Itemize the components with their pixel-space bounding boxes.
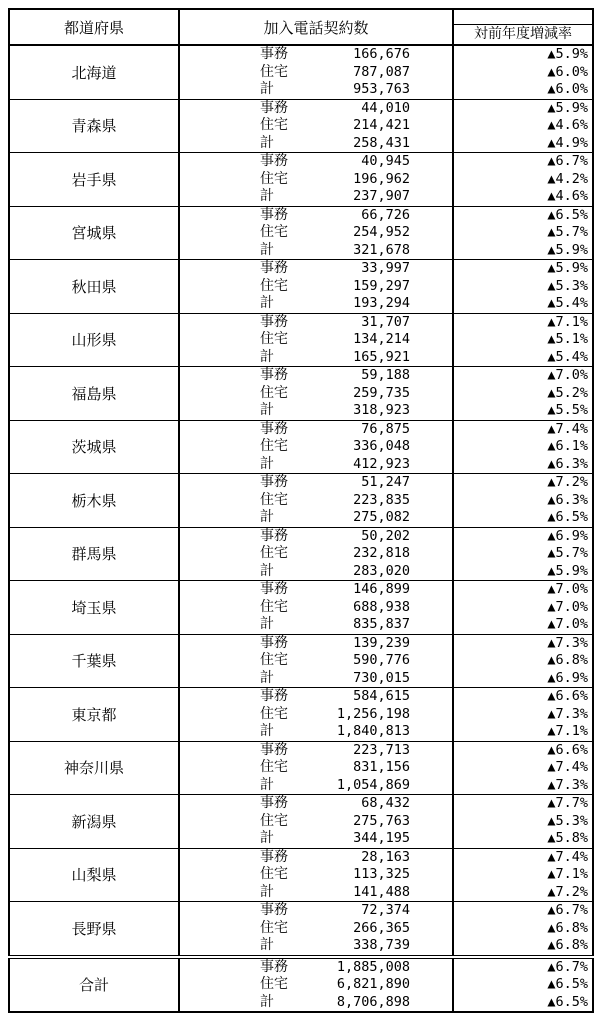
office-line: [180, 635, 452, 653]
rate-cell: [453, 153, 593, 207]
office-line: [180, 902, 452, 920]
rate-office: ▲7.2%: [547, 474, 588, 490]
rate-home: ▲5.7%: [547, 224, 588, 240]
rate-home: ▲6.5%: [547, 976, 588, 992]
home-line: [180, 385, 452, 403]
rate-cell: [453, 902, 593, 957]
home-line: [180, 920, 452, 938]
label-home: 住宅: [260, 331, 288, 347]
total-line: [180, 509, 452, 527]
label-total: 計: [260, 81, 274, 97]
value-office: 72,374: [361, 902, 410, 918]
table-row: [9, 99, 593, 153]
rate-cell: [453, 367, 593, 421]
office-line: [180, 153, 452, 171]
value-total: 237,907: [353, 188, 410, 204]
office-line: [180, 849, 452, 867]
rate-office: ▲6.9%: [547, 527, 588, 544]
office-line: [180, 100, 452, 118]
rate-total: ▲5.4%: [547, 348, 588, 365]
label-home: 住宅: [260, 759, 288, 775]
rate-home: ▲5.3%: [547, 812, 588, 829]
rate-cell: [453, 313, 593, 367]
rate-total: ▲6.8%: [547, 937, 588, 953]
label-total: 計: [260, 937, 274, 953]
total-line: [180, 670, 452, 688]
rate-home: ▲4.2%: [547, 170, 588, 187]
contracts-cell: [179, 45, 453, 99]
rate-total: ▲4.9%: [547, 134, 588, 151]
value-office: 44,010: [361, 99, 410, 116]
rate-home: ▲5.3%: [547, 277, 588, 294]
value-total: 1,054,869: [336, 776, 410, 793]
table-row: [9, 741, 593, 795]
rate-total: ▲5.5%: [547, 402, 588, 418]
label-home: 住宅: [260, 545, 288, 561]
rate-cell: [453, 206, 593, 260]
table-row: [9, 848, 593, 902]
prefecture-name: 福島県: [9, 367, 179, 421]
rate-cell: [453, 634, 593, 688]
total-line: [180, 349, 452, 367]
prefecture-name: 東京都: [9, 688, 179, 742]
prefecture-name: 青森県: [9, 99, 179, 153]
table-row: [9, 45, 593, 99]
contracts-cell: [179, 313, 453, 367]
label-total: 計: [260, 348, 274, 365]
value-total: 953,763: [353, 81, 410, 97]
contracts-cell: [179, 688, 453, 742]
rate-office: ▲6.6%: [547, 741, 588, 758]
rate-total: ▲5.9%: [547, 562, 588, 579]
value-office: 40,945: [361, 153, 410, 169]
value-total: 835,837: [353, 616, 410, 632]
total-line: [180, 456, 452, 474]
office-line: [180, 688, 452, 706]
table-body: [9, 45, 593, 1012]
prefecture-name: 長野県: [9, 902, 179, 957]
total-line: [180, 402, 452, 420]
home-line: [180, 599, 452, 617]
contracts-cell: [179, 527, 453, 581]
value-total: 318,923: [353, 402, 410, 418]
label-office: 事務: [260, 581, 288, 597]
rate-home: ▲4.6%: [547, 117, 588, 133]
contracts-table-sheet: [8, 8, 592, 1010]
prefecture-name: 栃木県: [9, 474, 179, 528]
header-rate: 対前年度増減率: [454, 24, 592, 44]
total-line: [180, 295, 452, 313]
value-office: 146,899: [353, 581, 410, 597]
table-row: [9, 688, 593, 742]
label-total: 計: [260, 455, 274, 472]
rate-home: ▲6.3%: [547, 491, 588, 508]
prefecture-name: 新潟県: [9, 795, 179, 849]
rate-cell: [453, 795, 593, 849]
label-office: 事務: [260, 420, 288, 437]
value-total: 141,488: [353, 883, 410, 900]
value-office: 51,247: [361, 474, 410, 490]
prefecture-name: 埼玉県: [9, 581, 179, 635]
contracts-cell: [179, 634, 453, 688]
rate-office: ▲5.9%: [547, 260, 588, 276]
total-line: [180, 616, 452, 634]
label-office: 事務: [260, 902, 288, 918]
label-total: 計: [260, 883, 274, 900]
rate-total: ▲6.9%: [547, 669, 588, 686]
label-home: 住宅: [260, 866, 288, 882]
label-home: 住宅: [260, 384, 288, 401]
label-total: 計: [260, 402, 274, 418]
label-office: 事務: [260, 260, 288, 276]
prefecture-name: 山形県: [9, 313, 179, 367]
label-office: 事務: [260, 367, 288, 383]
label-total: 計: [260, 134, 274, 151]
prefecture-name: 群馬県: [9, 527, 179, 581]
rate-cell: [453, 848, 593, 902]
value-total: 258,431: [353, 134, 410, 151]
total-line: [180, 994, 452, 1012]
home-line: [180, 976, 452, 994]
table-row: [9, 795, 593, 849]
value-total: 193,294: [353, 295, 410, 311]
rate-home: ▲6.1%: [547, 438, 588, 454]
label-office: 事務: [260, 741, 288, 758]
rate-office: ▲5.9%: [547, 99, 588, 116]
rate-office: ▲7.7%: [547, 795, 588, 811]
rate-total: ▲7.0%: [547, 616, 588, 632]
rate-office: ▲7.4%: [547, 848, 588, 865]
label-office: 事務: [260, 206, 288, 223]
value-office: 223,713: [353, 741, 410, 758]
contracts-cell: [179, 153, 453, 207]
office-line: [180, 46, 452, 64]
rate-office: ▲7.0%: [547, 367, 588, 383]
value-home: 688,938: [353, 598, 410, 615]
contracts-cell: [179, 206, 453, 260]
total-line: [180, 937, 452, 955]
value-home: 259,735: [353, 384, 410, 401]
home-line: [180, 117, 452, 135]
office-line: [180, 959, 452, 977]
rate-total: ▲6.0%: [547, 81, 588, 97]
prefecture-name: 岩手県: [9, 153, 179, 207]
total-line: [180, 135, 452, 153]
home-line: [180, 492, 452, 510]
home-line: [180, 438, 452, 456]
label-home: 住宅: [260, 224, 288, 240]
value-home: 254,952: [353, 224, 410, 240]
total-line: [180, 81, 452, 99]
contracts-cell: [179, 795, 453, 849]
office-line: [180, 581, 452, 599]
rate-home: ▲7.1%: [547, 866, 588, 882]
rate-office: ▲6.7%: [547, 958, 588, 975]
office-line: [180, 421, 452, 439]
rate-home: ▲6.8%: [547, 919, 588, 936]
value-home: 159,297: [353, 277, 410, 294]
value-total: 412,923: [353, 455, 410, 472]
prefecture-name: 山梨県: [9, 848, 179, 902]
value-home: 196,962: [353, 170, 410, 187]
value-home: 134,214: [353, 331, 410, 347]
rate-office: ▲6.6%: [547, 688, 588, 704]
table-row: [9, 313, 593, 367]
header-prefecture: 都道府県: [9, 9, 179, 45]
rate-office: ▲6.7%: [547, 902, 588, 918]
rate-total: ▲7.2%: [547, 883, 588, 900]
office-line: [180, 742, 452, 760]
table-header-row: [9, 9, 593, 45]
value-home: 266,365: [353, 919, 410, 936]
contracts-table: [8, 8, 594, 1013]
contracts-cell: [179, 902, 453, 957]
label-home: 住宅: [260, 652, 288, 668]
rate-cell: [453, 527, 593, 581]
label-office: 事務: [260, 153, 288, 169]
value-total: 165,921: [353, 348, 410, 365]
label-total: 計: [260, 562, 274, 579]
rate-office: ▲7.4%: [547, 420, 588, 437]
label-office: 事務: [260, 795, 288, 811]
rate-office: ▲5.9%: [547, 46, 588, 62]
rate-home: ▲6.8%: [547, 652, 588, 668]
value-office: 50,202: [361, 527, 410, 544]
value-total: 730,015: [353, 669, 410, 686]
label-home: 住宅: [260, 491, 288, 508]
rate-total: ▲6.5%: [547, 993, 588, 1010]
contracts-cell: [179, 420, 453, 474]
value-home: 6,821,890: [336, 976, 410, 992]
contracts-cell: [179, 474, 453, 528]
rate-total: ▲6.5%: [547, 509, 588, 525]
prefecture-name: 秋田県: [9, 260, 179, 314]
label-total: 計: [260, 241, 274, 258]
table-row: [9, 957, 593, 1013]
home-line: [180, 706, 452, 724]
table-row: [9, 474, 593, 528]
rate-total: ▲5.9%: [547, 241, 588, 258]
label-total: 計: [260, 993, 274, 1010]
table-row: [9, 581, 593, 635]
contracts-cell: [179, 957, 453, 1013]
label-home: 住宅: [260, 812, 288, 829]
table-row: [9, 260, 593, 314]
total-line: [180, 884, 452, 902]
label-office: 事務: [260, 99, 288, 116]
total-line: [180, 188, 452, 206]
office-line: [180, 528, 452, 546]
table-row: [9, 206, 593, 260]
prefecture-name: 神奈川県: [9, 741, 179, 795]
rate-office: ▲7.1%: [547, 313, 588, 330]
value-office: 59,188: [361, 367, 410, 383]
office-line: [180, 367, 452, 385]
home-line: [180, 64, 452, 82]
value-home: 223,835: [353, 491, 410, 508]
label-office: 事務: [260, 848, 288, 865]
label-home: 住宅: [260, 170, 288, 187]
rate-cell: [453, 474, 593, 528]
home-line: [180, 171, 452, 189]
value-home: 336,048: [353, 438, 410, 454]
office-line: [180, 474, 452, 492]
label-office: 事務: [260, 688, 288, 704]
contracts-cell: [179, 367, 453, 421]
total-line: [180, 242, 452, 260]
table-row: [9, 634, 593, 688]
value-total: 1,840,813: [336, 723, 410, 739]
home-line: [180, 545, 452, 563]
rate-cell: [453, 581, 593, 635]
rate-home: ▲5.7%: [547, 545, 588, 561]
office-line: [180, 795, 452, 813]
label-home: 住宅: [260, 705, 288, 722]
contracts-cell: [179, 260, 453, 314]
rate-total: ▲5.4%: [547, 295, 588, 311]
rate-home: ▲5.2%: [547, 384, 588, 401]
value-office: 166,676: [353, 46, 410, 62]
rate-total: ▲5.8%: [547, 830, 588, 846]
rate-office: ▲6.7%: [547, 153, 588, 169]
rate-total: ▲7.1%: [547, 723, 588, 739]
value-home: 113,325: [353, 866, 410, 882]
value-office: 68,432: [361, 795, 410, 811]
value-home: 275,763: [353, 812, 410, 829]
value-office: 33,997: [361, 260, 410, 276]
prefecture-name: 合計: [9, 957, 179, 1013]
label-home: 住宅: [260, 277, 288, 294]
label-total: 計: [260, 616, 274, 632]
prefecture-name: 千葉県: [9, 634, 179, 688]
rate-cell: [453, 957, 593, 1013]
office-line: [180, 207, 452, 225]
office-line: [180, 314, 452, 332]
value-total: 344,195: [353, 830, 410, 846]
label-total: 計: [260, 723, 274, 739]
label-total: 計: [260, 776, 274, 793]
value-office: 28,163: [361, 848, 410, 865]
home-line: [180, 866, 452, 884]
home-line: [180, 759, 452, 777]
total-line: [180, 777, 452, 795]
value-home: 787,087: [353, 63, 410, 80]
value-office: 139,239: [353, 634, 410, 651]
value-office: 1,885,008: [336, 958, 410, 975]
rate-total: ▲4.6%: [547, 188, 588, 204]
value-office: 66,726: [361, 206, 410, 223]
value-home: 214,421: [353, 117, 410, 133]
rate-cell: [453, 420, 593, 474]
label-home: 住宅: [260, 438, 288, 454]
rate-home: ▲5.1%: [547, 331, 588, 347]
value-office: 31,707: [361, 313, 410, 330]
rate-home: ▲7.4%: [547, 759, 588, 775]
value-total: 8,706,898: [336, 993, 410, 1010]
rate-total: ▲6.3%: [547, 455, 588, 472]
prefecture-name: 宮城県: [9, 206, 179, 260]
header-rate-cell: [453, 9, 593, 45]
rate-cell: [453, 99, 593, 153]
home-line: [180, 652, 452, 670]
rate-cell: [453, 260, 593, 314]
value-total: 275,082: [353, 509, 410, 525]
label-home: 住宅: [260, 598, 288, 615]
rate-cell: [453, 45, 593, 99]
table-row: [9, 902, 593, 957]
rate-office: ▲7.3%: [547, 634, 588, 651]
value-total: 283,020: [353, 562, 410, 579]
value-total: 338,739: [353, 937, 410, 953]
value-office: 76,875: [361, 420, 410, 437]
office-line: [180, 260, 452, 278]
label-total: 計: [260, 830, 274, 846]
contracts-cell: [179, 99, 453, 153]
table-row: [9, 420, 593, 474]
label-office: 事務: [260, 474, 288, 490]
rate-home: ▲7.0%: [547, 598, 588, 615]
home-line: [180, 813, 452, 831]
rate-cell: [453, 688, 593, 742]
home-line: [180, 278, 452, 296]
rate-home: ▲6.0%: [547, 63, 588, 80]
total-line: [180, 563, 452, 581]
label-office: 事務: [260, 46, 288, 62]
table-row: [9, 527, 593, 581]
label-total: 計: [260, 295, 274, 311]
rate-office: ▲6.5%: [547, 206, 588, 223]
value-home: 1,256,198: [336, 705, 410, 722]
prefecture-name: 北海道: [9, 45, 179, 99]
total-line: [180, 723, 452, 741]
value-home: 232,818: [353, 545, 410, 561]
header-contracts: 加入電話契約数: [179, 9, 453, 45]
label-office: 事務: [260, 313, 288, 330]
rate-office: ▲7.0%: [547, 581, 588, 597]
rate-total: ▲7.3%: [547, 776, 588, 793]
label-total: 計: [260, 669, 274, 686]
prefecture-name: 茨城県: [9, 420, 179, 474]
label-office: 事務: [260, 527, 288, 544]
label-office: 事務: [260, 958, 288, 975]
contracts-cell: [179, 581, 453, 635]
label-office: 事務: [260, 634, 288, 651]
value-home: 831,156: [353, 759, 410, 775]
label-home: 住宅: [260, 919, 288, 936]
value-home: 590,776: [353, 652, 410, 668]
rate-cell: [453, 741, 593, 795]
contracts-cell: [179, 848, 453, 902]
label-home: 住宅: [260, 117, 288, 133]
contracts-cell: [179, 741, 453, 795]
table-row: [9, 367, 593, 421]
table-row: [9, 153, 593, 207]
label-home: 住宅: [260, 976, 288, 992]
total-line: [180, 830, 452, 848]
rate-home: ▲7.3%: [547, 705, 588, 722]
home-line: [180, 224, 452, 242]
value-office: 584,615: [353, 688, 410, 704]
home-line: [180, 331, 452, 349]
label-total: 計: [260, 188, 274, 204]
label-total: 計: [260, 509, 274, 525]
label-home: 住宅: [260, 63, 288, 80]
value-total: 321,678: [353, 241, 410, 258]
